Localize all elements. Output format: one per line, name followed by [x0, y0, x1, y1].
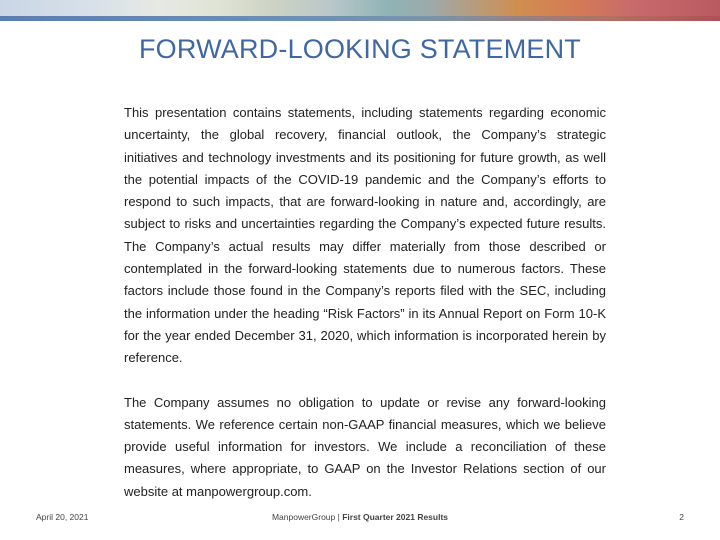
- header-color-band: [0, 0, 720, 16]
- page-number: 2: [679, 512, 684, 522]
- statement-paragraph-2: The Company assumes no obligation to update or revise any forward-looking statements. We reference certain non-GAAP financial measures, which we believe provide useful information for investors. We include a reconciliation of these measures, where appropriate, to GAAP on the Investor Relations section of our website at manpowergroup.com.: [124, 394, 606, 499]
- header-accent-line: [0, 16, 720, 21]
- footer-center: [0, 512, 720, 522]
- footer-separator: |: [335, 512, 343, 522]
- footer-report-title: First Quarter 2021 Results: [342, 512, 449, 522]
- statement-paragraph-1: This presentation contains statements, including statements regarding economic uncertainty, the global recovery, financial outlook, the Company’s strategic initiatives and technology investments and its positioning for future growth, as well the potential impacts of the COVID-19 pandemic and the Company’s efforts to respond to such impacts, that are forward-looking in nature and, accordingly, are subject to risks and uncertainties regarding the Company’s expected future results. The Company’s actual results may differ materially from those described or contemplated in the forward-looking statements due to numerous factors. These factors include those found in the Company’s reports filed with the SEC, including the information under the heading “Risk Factors” in its Annual Report on Form 10-K for the year ended December 31, 2020, which information is incorporated herein by reference.: [124, 105, 606, 366]
- footer-date: April 20, 2021: [36, 512, 89, 522]
- page-title: FORWARD-LOOKING STATEMENT: [138, 34, 581, 64]
- statement-body: [124, 102, 606, 503]
- footer-company: ManpowerGroup: [271, 512, 336, 522]
